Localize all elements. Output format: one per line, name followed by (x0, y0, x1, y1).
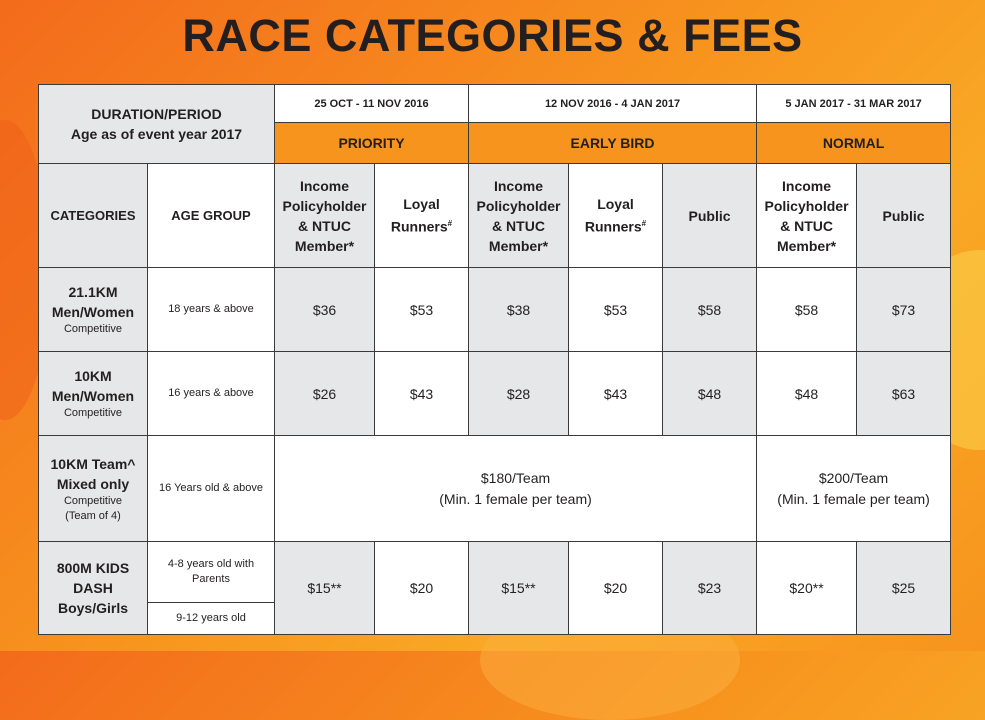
table-row (39, 436, 951, 542)
team-price-priority-early: $180/Team (Min. 1 female per team) (275, 436, 757, 542)
table-row (39, 352, 951, 436)
duration-label: DURATION/PERIOD (91, 106, 222, 122)
age-cell: 16 Years old & above (148, 436, 275, 542)
price-cell: $15** (469, 542, 569, 635)
income-header-early: Income Policyholder & NTUC Member* (469, 164, 569, 268)
income-header-normal: Income Policyholder & NTUC Member* (757, 164, 857, 268)
price-cell: $26 (275, 352, 375, 436)
table-row (39, 542, 951, 603)
price-cell: $73 (857, 268, 951, 352)
column-header-row (39, 164, 951, 268)
team-price-normal: $200/Team (Min. 1 female per team) (757, 436, 951, 542)
early-bird-label: EARLY BIRD (469, 123, 757, 164)
page-title: RACE CATEGORIES & FEES (182, 10, 803, 61)
price-cell: $23 (663, 542, 757, 635)
income-header-priority: Income Policyholder & NTUC Member* (275, 164, 375, 268)
category-cell: 21.1KM Men/Women Competitive (39, 268, 148, 352)
age-cell: 16 years & above (148, 352, 275, 436)
age-group-header: AGE GROUP (148, 164, 275, 268)
period-dates-row (39, 85, 951, 123)
price-cell: $58 (757, 268, 857, 352)
category-cell: 10KM Men/Women Competitive (39, 352, 148, 436)
age-basis-label: Age as of event year 2017 (70, 126, 243, 142)
early-bird-dates: 12 NOV 2016 - 4 JAN 2017 (469, 85, 757, 123)
price-cell: $28 (469, 352, 569, 436)
fees-table (38, 84, 951, 635)
loyal-header-priority: Loyal Runners# (375, 164, 469, 268)
age-cell: 9-12 years old (148, 603, 275, 635)
loyal-header-early: Loyal Runners# (569, 164, 663, 268)
price-cell: $38 (469, 268, 569, 352)
price-cell: $20 (375, 542, 469, 635)
price-cell: $58 (663, 268, 757, 352)
price-cell: $43 (375, 352, 469, 436)
age-cell: 4-8 years old with Parents (148, 542, 275, 603)
table-row (39, 268, 951, 352)
price-cell: $36 (275, 268, 375, 352)
category-cell: 10KM Team^ Mixed only Competitive (Team of 4) (39, 436, 148, 542)
price-cell: $20** (757, 542, 857, 635)
price-cell: $15** (275, 542, 375, 635)
price-cell: $53 (375, 268, 469, 352)
price-cell: $20 (569, 542, 663, 635)
priority-dates: 25 OCT - 11 NOV 2016 (275, 85, 469, 123)
categories-header: CATEGORIES (39, 164, 148, 268)
duration-header (39, 85, 275, 164)
normal-label: NORMAL (757, 123, 951, 164)
age-cell: 18 years & above (148, 268, 275, 352)
price-cell: $25 (857, 542, 951, 635)
public-header-early: Public (663, 164, 757, 268)
price-cell: $48 (757, 352, 857, 436)
public-header-normal: Public (857, 164, 951, 268)
normal-dates: 5 JAN 2017 - 31 MAR 2017 (757, 85, 951, 123)
price-cell: $43 (569, 352, 663, 436)
priority-label: PRIORITY (275, 123, 469, 164)
category-cell: 800M KIDS DASH Boys/Girls (39, 542, 148, 635)
price-cell: $53 (569, 268, 663, 352)
price-cell: $48 (663, 352, 757, 436)
price-cell: $63 (857, 352, 951, 436)
